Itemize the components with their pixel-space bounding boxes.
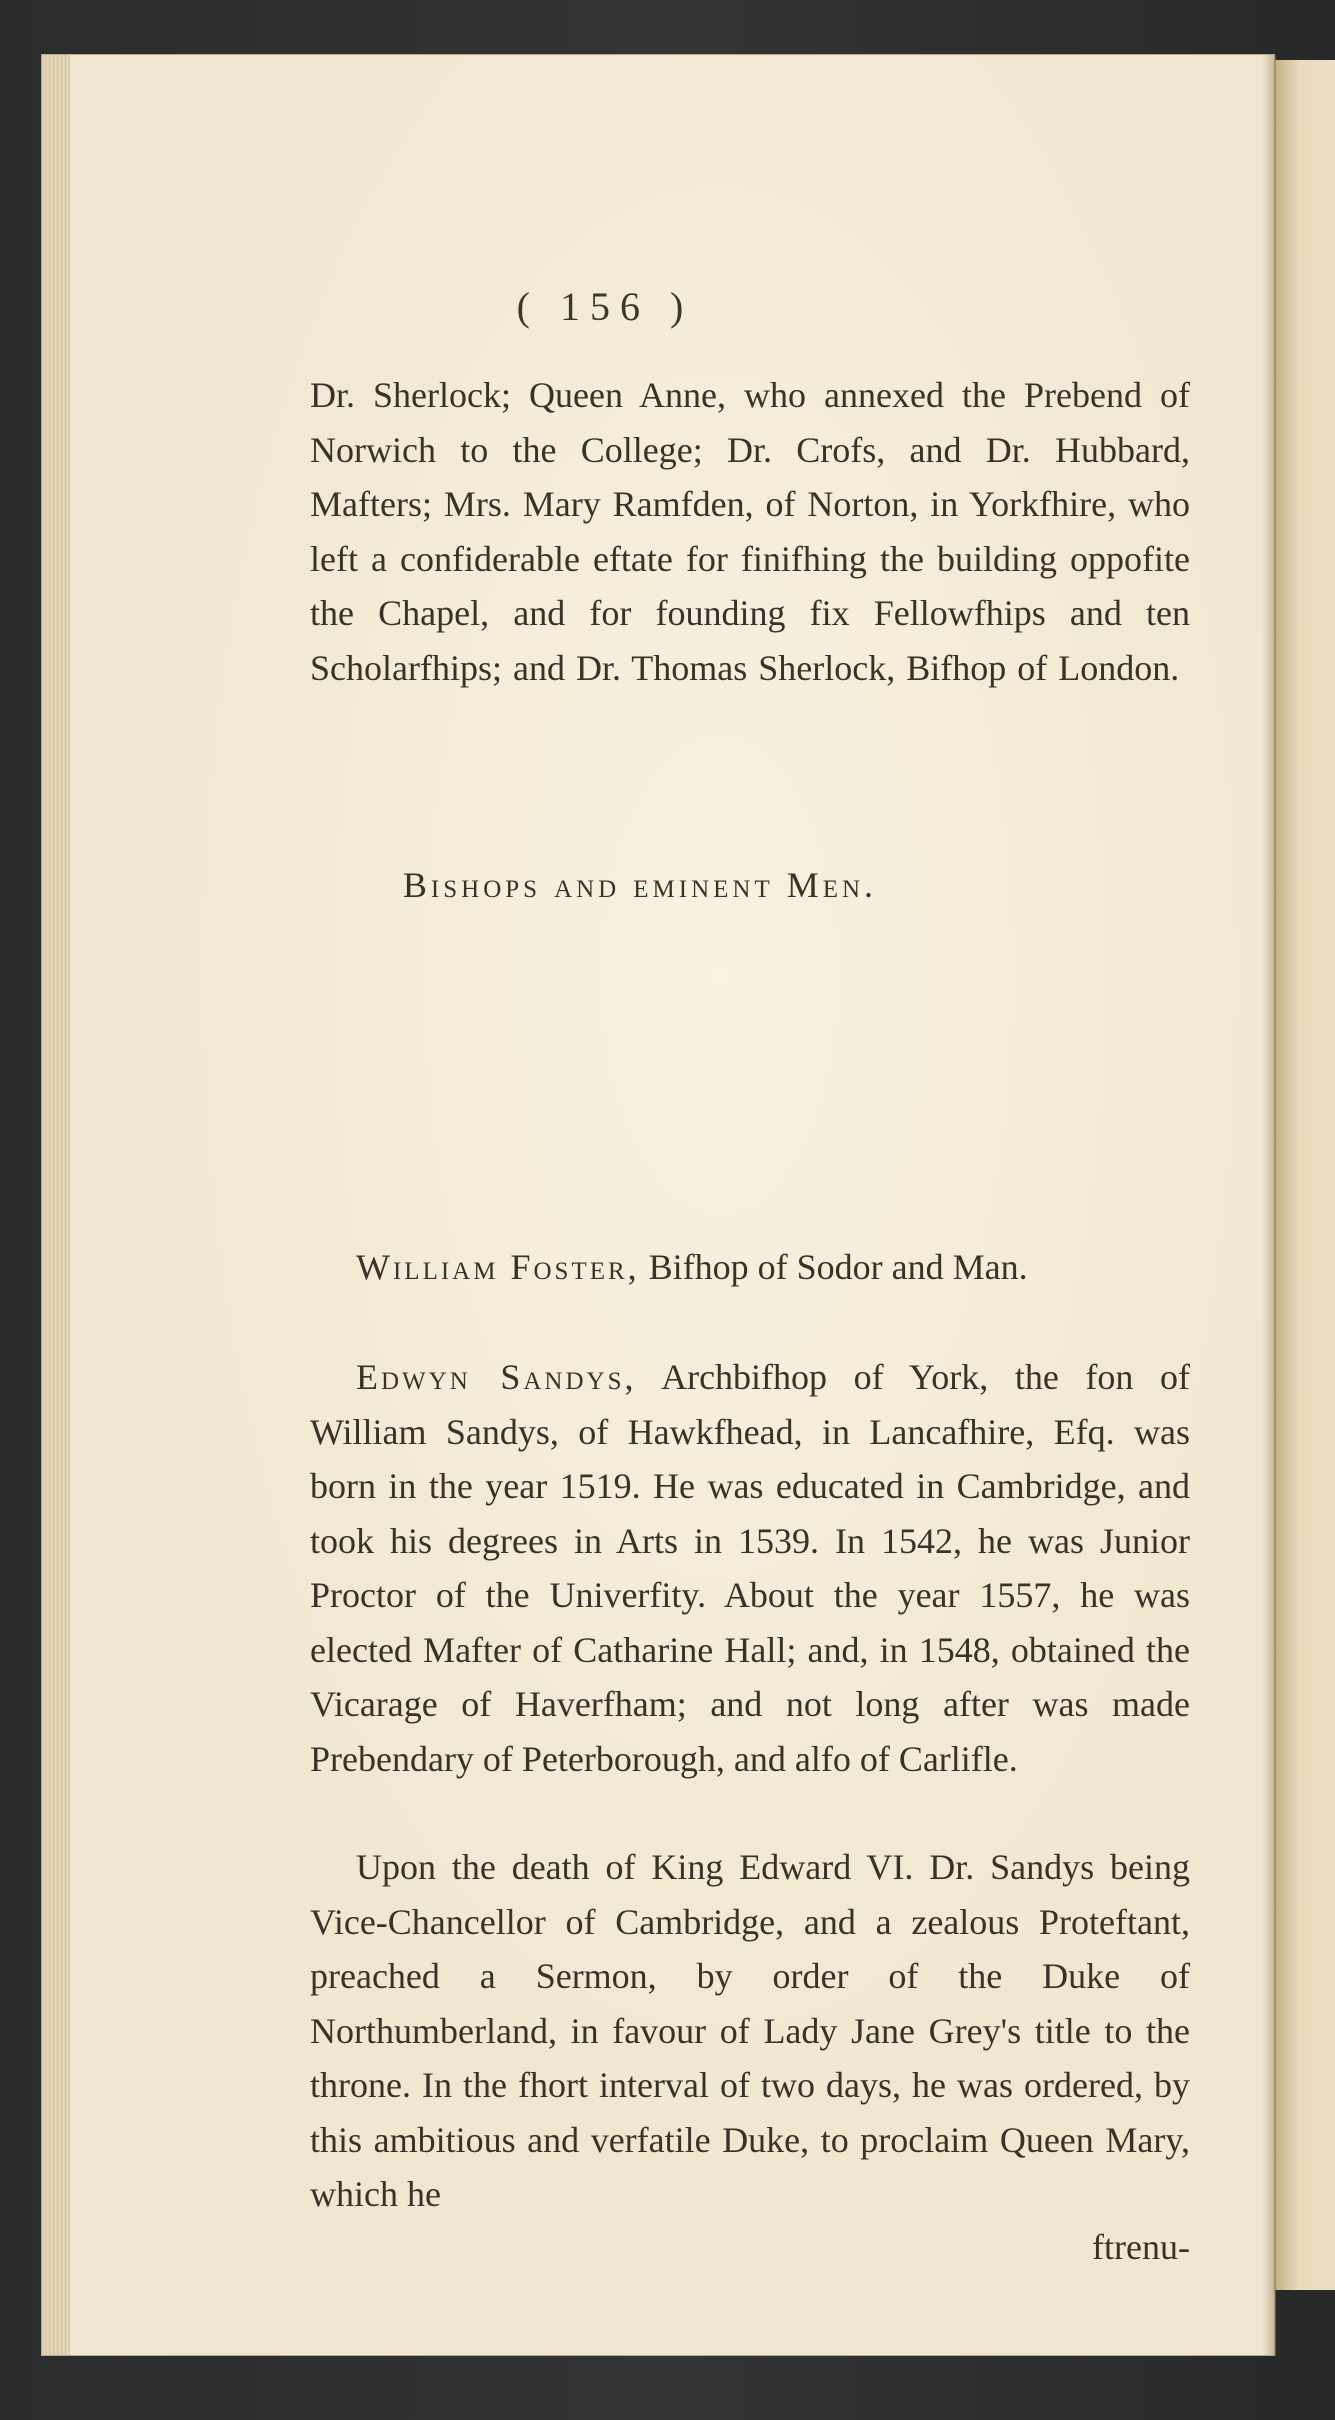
facing-page-edge <box>1274 60 1335 2290</box>
sandys-paragraph <box>310 1350 1190 1786</box>
gutter-shadow <box>1262 55 1276 2355</box>
death-paragraph: Upon the death of King Edward VI. Dr. Sandys being Vice-Chancellor of Cambridge, and a zealous Proteftant, preached a Sermon, by order of the Duke of Northumberland, in favour of Lady Jane Grey's title to the throne. In the fhort interval of two days, he was ordered, by this ambitious and verfatile Duke, to proclaim Queen Mary, which he <box>310 1847 1190 2214</box>
opening-paragraph: Dr. Sherlock; Queen Anne, who annexed the Prebend of Norwich to the College; Dr. Crofs, and Dr. Hubbard, Mafters; Mrs. Mary Ramfden, of Norton, in Yorkfhire, who left a confiderable eftate for finifhing the building oppofite the Chapel, and for founding fix Fellowfhips and ten Scholarfhips; and Dr. Thomas Sherlock, Bifhop of London. <box>310 375 1190 688</box>
page-fore-edge <box>42 55 70 2355</box>
section-heading: Bishops and eminent Men. <box>402 865 878 905</box>
sandys-text: Archbifhop of York, the fon of William Sandys, of Hawkfhead, in Lancafhire, Efq. was born in the year 1519. He was educated in Cambridge, and took his degrees in Arts in 1539. In 1542, he was Junior Proctor of the Univerfity. About the year 1557, he was elected Mafter of Catharine Hall; and, in 1548, obtained the Vicarage of Haverfham; and not long after was made Prebendary of Peterborough, and alfo of Carlifle. <box>310 1357 1190 1779</box>
catchword: ftrenu- <box>1092 2227 1190 2267</box>
page-number: ( 156 ) <box>516 284 694 329</box>
foster-paragraph <box>310 1240 1190 1295</box>
foster-name: William Foster, <box>356 1247 640 1287</box>
foster-text: Bifhop of Sodor and Man. <box>639 1247 1028 1287</box>
sandys-name: Edwyn Sandys, <box>356 1357 637 1397</box>
